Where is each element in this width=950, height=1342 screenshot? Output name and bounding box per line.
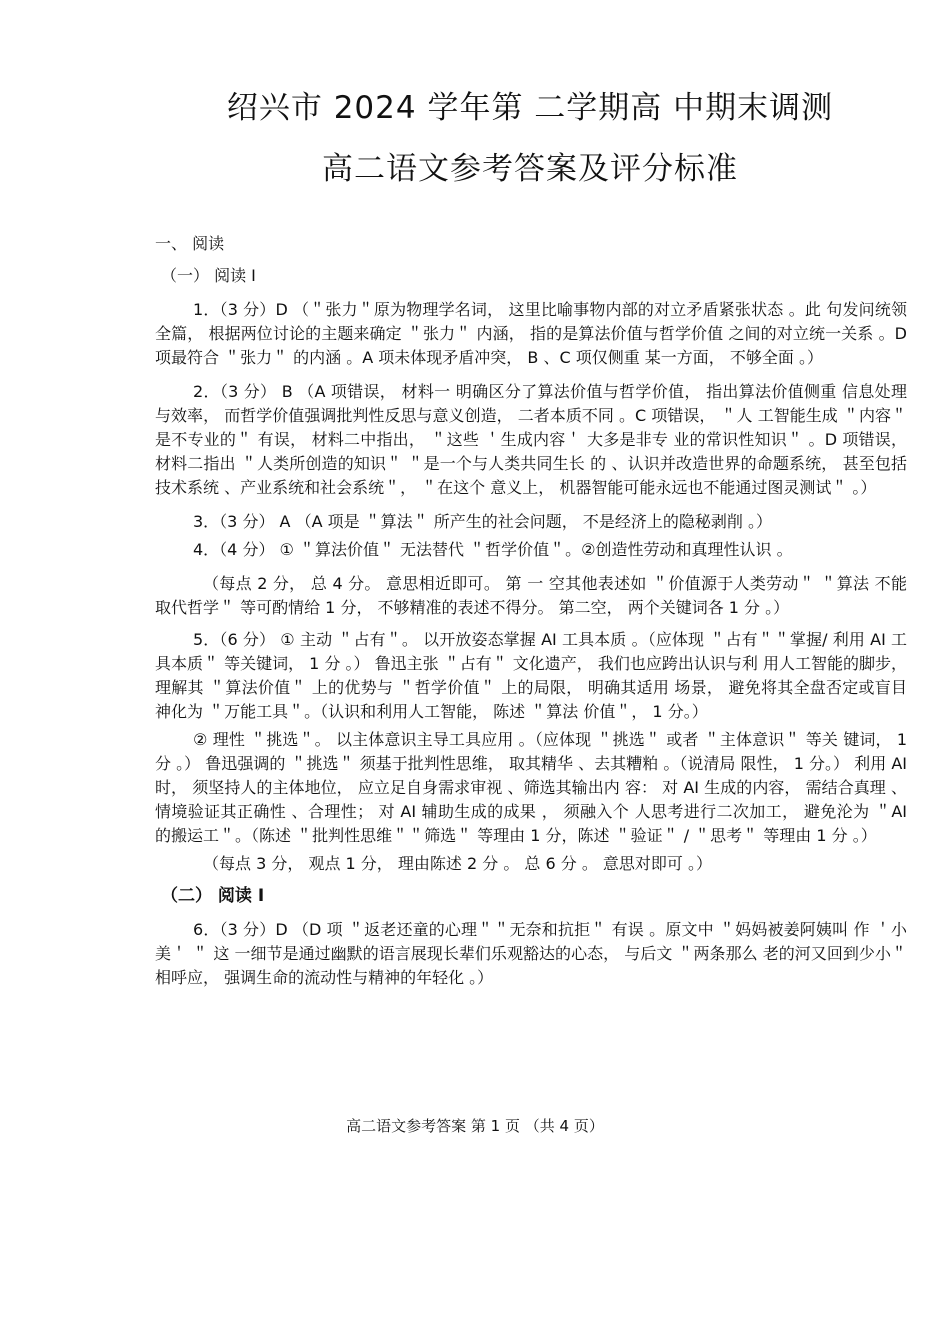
document-title: 绍兴市 2024 学年第 二学期高 中期末调测 (226, 90, 834, 126)
page-footer: 高二语文参考答案 第 1 页 （共 4 页） (346, 1117, 604, 1135)
answer-q4: 4．（4 分） ① ＂算法价值＂ 无法替代 ＂哲学价值＂。②创造性劳动和真理性认识 。 (193, 540, 793, 559)
answer-q6: 6．（3 分）D （D 项 ＂返老还童的心理＂＂无奈和抗拒＂ 有误 。原文中 ＂妈妈被姜阿姨叫 作 ＇小美＇ ＂ 这 一细节是通过幽默的语言展现长辈们乐观豁达的心态， 与后文 ＂两条那么 老的河又回到少小＂ 相呼应， 强调生命的流动性与精神的年轻化 。） (155, 920, 907, 987)
answer-q5-point-2: ② 理性 ＂挑选＂。 以主体意识主导工具应用 。（应体现 ＂挑选＂ 或者 ＂主体意识＂ 等关 键词， 1 分 。） 鲁迅强调的 ＂挑选＂ 须基于批判性思维， 取其精华 、去其糟粕 。（说清局 限性， 1 分。） 利用 AI 时， 须坚持人的主体地位， 应立足自身需求审视 、筛选其输出内 容： 对 AI 生成的内容， 需结合真理 、情境验证其正确性 、合理性； 对 AI 辅助生成的成果 ， 须融入个 人思考进行二次加工， 避免沦为 ＂AI 的搬运工＂。（陈述 ＂批判性思维＂＂筛选＂ 等理由 1 分，陈述 ＂验证＂ / ＂思考＂ 等理由 1 分 。） (155, 730, 907, 845)
answer-content (155, 232, 907, 1000)
answer-q4-scoring-note: （每点 2 分， 总 4 分。 意思相近即可。 第 一 空其他表述如 ＂价值源于人类劳动＂ ＂算法 不能取代哲学＂ 等可酌情给 1 分， 不够精准的表述不得分。 第二空， 两个关键词各 1 分 。） (155, 574, 907, 617)
section-heading-reading: 一、 阅读 (155, 234, 225, 253)
subsection-heading-reading-1: （一） 阅读 I (161, 266, 256, 285)
answer-q5-scoring-note: （每点 3 分， 观点 1 分， 理由陈述 2 分 。 总 6 分 。 意思对即可 。） (203, 854, 713, 873)
answer-q3: 3．（3 分） A （A 项是 ＂算法＂ 所产生的社会问题， 不是经济上的隐秘剥削 。） (193, 512, 772, 531)
answer-q1: 1．（3 分）D （＂张力＂原为物理学名词， 这里比喻事物内部的对立矛盾紧张状态 。此 句发问统领全篇， 根据两位讨论的主题来确定 ＂张力＂ 内涵， 指的是算法价值与哲学价值 之间的对立统一关系 。D 项最符合 ＂张力＂ 的内涵 。A 项未体现矛盾冲突， B 、C 项仅侧重 某一方面， 不够全面 。） (155, 300, 907, 367)
answer-q2: 2．（3 分） B （A 项错误， 材料一 明确区分了算法价值与哲学价值， 指出算法价值侧重 信息处理与效率， 而哲学价值强调批判性反思与意义创造， 二者本质不同 。C 项错误， ＂人 工智能生成 ＂内容＂ 是不专业的＂ 有误， 材料二中指出， ＂这些 ＇生成内容＇ 大多是非专 业的常识性知识＂ 。D 项错误， 材料二指出 ＂人类所创造的知识＂ ＂是一个与人类共同生长 的 、认识并改造世界的命题系统， 甚至包括技术系统 、产业系统和社会系统＂， ＂在这个 意义上， 机器智能可能永远也不能通过图灵测试＂ 。） (155, 382, 907, 497)
document-subtitle: 高二语文参考答案及评分标准 (322, 151, 738, 187)
subsection-heading-reading-2: （二） 阅读 I (161, 886, 265, 906)
answer-q5-point-1: 5．（6 分） ① 主动 ＂占有＂。 以开放姿态掌握 AI 工具本质 。（应体现 ＂占有＂＂掌握/ 利用 AI 工具本质＂ 等关键词， 1 分 。） 鲁迅主张 ＂占有＂ 文化遗产， 我们也应跨出认识与利 用人工智能的脚步， 理解其 ＂算法价值＂ 上的优势与 ＂哲学价值＂ 上的局限， 明确其适用 场景， 避免将其全盘否定或盲目神化为 ＂万能工具＂。（认识和利用人工智能， 陈述 ＂算法 价值＂， 1 分。） (155, 630, 907, 721)
